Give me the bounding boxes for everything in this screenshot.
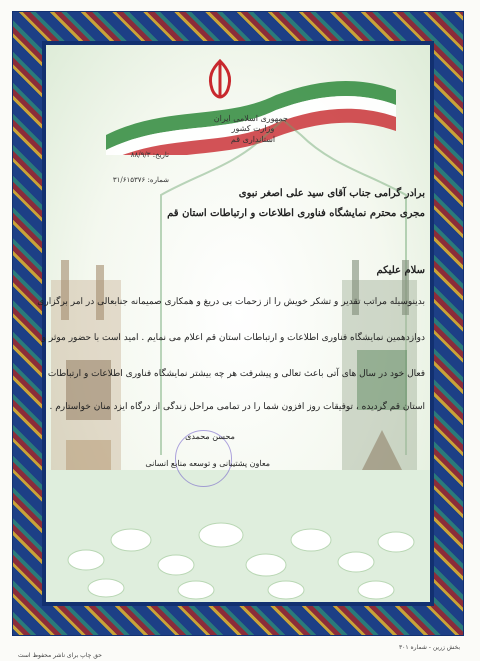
addressee: برادر گرامی جناب آقای سید علی اصغر نبوی	[238, 188, 425, 199]
footer-right: بخش زرین - شماره ۳۰۱	[398, 644, 460, 651]
flowers-image	[46, 470, 430, 602]
emblem-icon	[198, 57, 242, 101]
letter-number: شماره: ۳۱/۶۱۵۳۷۶	[112, 176, 169, 184]
body-line-1: بدینوسیله مراتب تقدیر و تشکر خویش را از زحمات بی دریغ و همکاری صمیمانه جنابعالی در امر برگزاری	[37, 297, 425, 307]
greeting: سلام علیکم	[376, 265, 425, 276]
body-line-4: استان قم گردیده ، توفیقات روز افزون شما را در تمامی مراحل زندگی از درگاه ایزد منان خواستارم .	[49, 402, 425, 412]
body-line-3: فعال خود در سال های آتی باعث تعالی و پیشرفت هر چه بیشتر نمایشگاه فناوری اطلاعات و ارتباطات	[47, 369, 425, 379]
header-line-3: استانداری قم	[230, 135, 276, 144]
header-line-2: وزارت کشور	[231, 124, 275, 133]
body-line-2: دوازدهمین نمایشگاه فناوری اطلاعات و ارتباطات استان قم اعلام می نمایم . امید است با حضور موثر و	[41, 333, 425, 343]
letter-date: تاریخ: ۸۸/۹/۳	[130, 151, 169, 159]
footer-left: حق چاپ برای ناشر محفوظ است	[18, 652, 102, 659]
header-line-1: جمهوری اسلامی ایران	[213, 114, 288, 123]
signatory-title: معاون پشتیبانی و توسعه منابع انسانی	[145, 459, 270, 468]
signatory-name: محسن محمدی	[185, 432, 235, 441]
position: مجری محترم نمایشگاه فناوری اطلاعات و ارتباطات استان قم	[167, 208, 425, 219]
